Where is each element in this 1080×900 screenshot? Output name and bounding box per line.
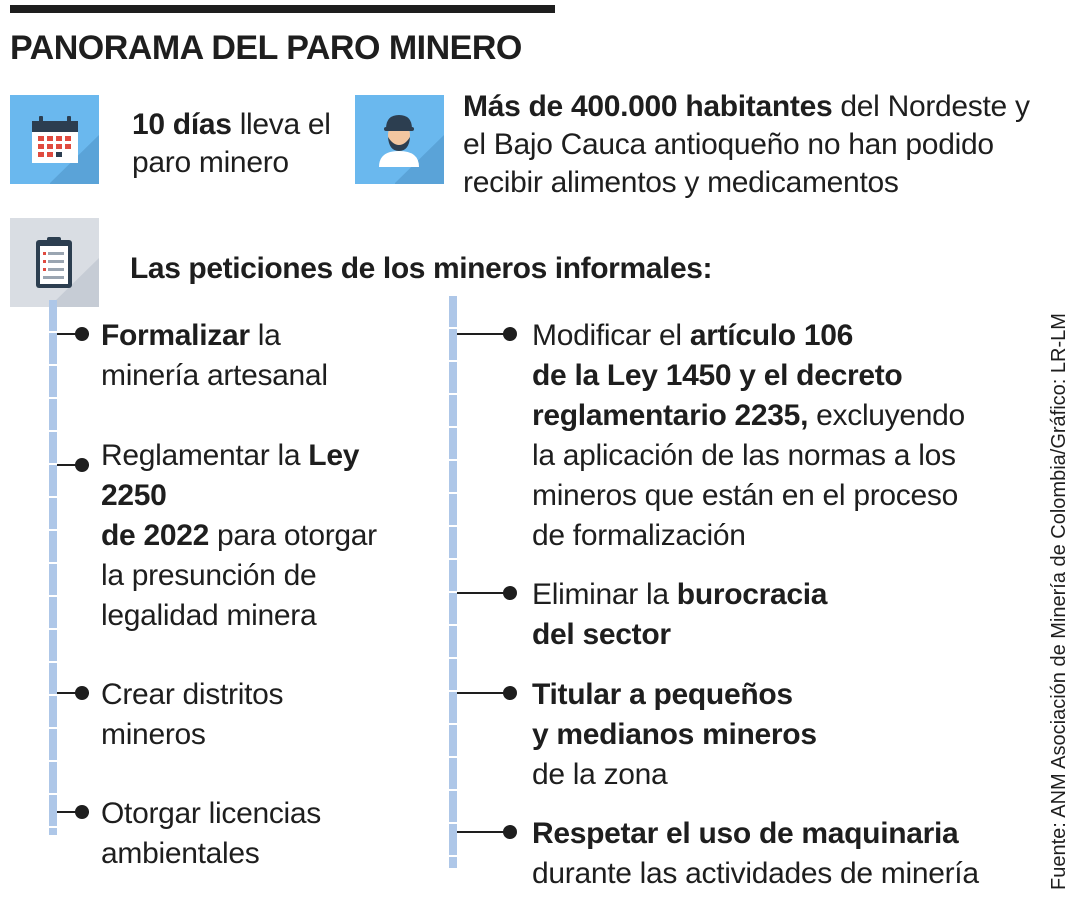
people-stat-text: del Nordeste y xyxy=(840,90,1030,123)
people-stat-line2: el Bajo Cauca antioqueño no han podido xyxy=(463,128,994,161)
days-stat-text: lleva el xyxy=(239,108,331,141)
right-timeline-track xyxy=(449,296,457,868)
left-timeline-track xyxy=(49,300,57,835)
list-item: Crear distritos mineros xyxy=(57,675,437,755)
list-item: Otorgar licencias ambientales xyxy=(57,794,437,874)
clipboard-icon xyxy=(10,218,99,307)
days-stat xyxy=(132,106,342,182)
requests-heading: Las peticiones de los mineros informales: xyxy=(130,252,713,285)
list-item: Reglamentar la Ley 2250 de 2022 para otorgar la presunción de legalidad minera xyxy=(57,436,437,636)
days-stat-line2: paro minero xyxy=(132,146,289,179)
top-rule xyxy=(10,5,555,13)
people-stat-bold: Más de 400.000 habitantes xyxy=(463,90,833,123)
source-credit: Fuente: ANM Asociación de Minería de Colombia/Gráfico: LR-LM xyxy=(1048,313,1070,890)
miner-icon xyxy=(355,95,444,184)
people-stat xyxy=(463,88,1063,202)
days-stat-bold: 10 días xyxy=(132,108,232,141)
list-item: Titular a pequeños y medianos mineros de la zona xyxy=(457,675,1027,795)
list-item: Respetar el uso de maquinaria durante las actividades de minería xyxy=(457,814,1027,894)
list-item: Eliminar la burocracia del sector xyxy=(457,575,1027,655)
page-title: PANORAMA DEL PARO MINERO xyxy=(10,29,522,67)
people-stat-line3: recibir alimentos y medicamentos xyxy=(463,166,899,199)
list-item: Formalizar la minería artesanal xyxy=(57,316,437,396)
calendar-icon xyxy=(10,95,99,184)
list-item: Modificar el artículo 106 de la Ley 1450 y el decreto reglamentario 2235, excluyendo la aplicación de las normas a los mineros que están en el proceso de formalización xyxy=(457,316,1027,556)
